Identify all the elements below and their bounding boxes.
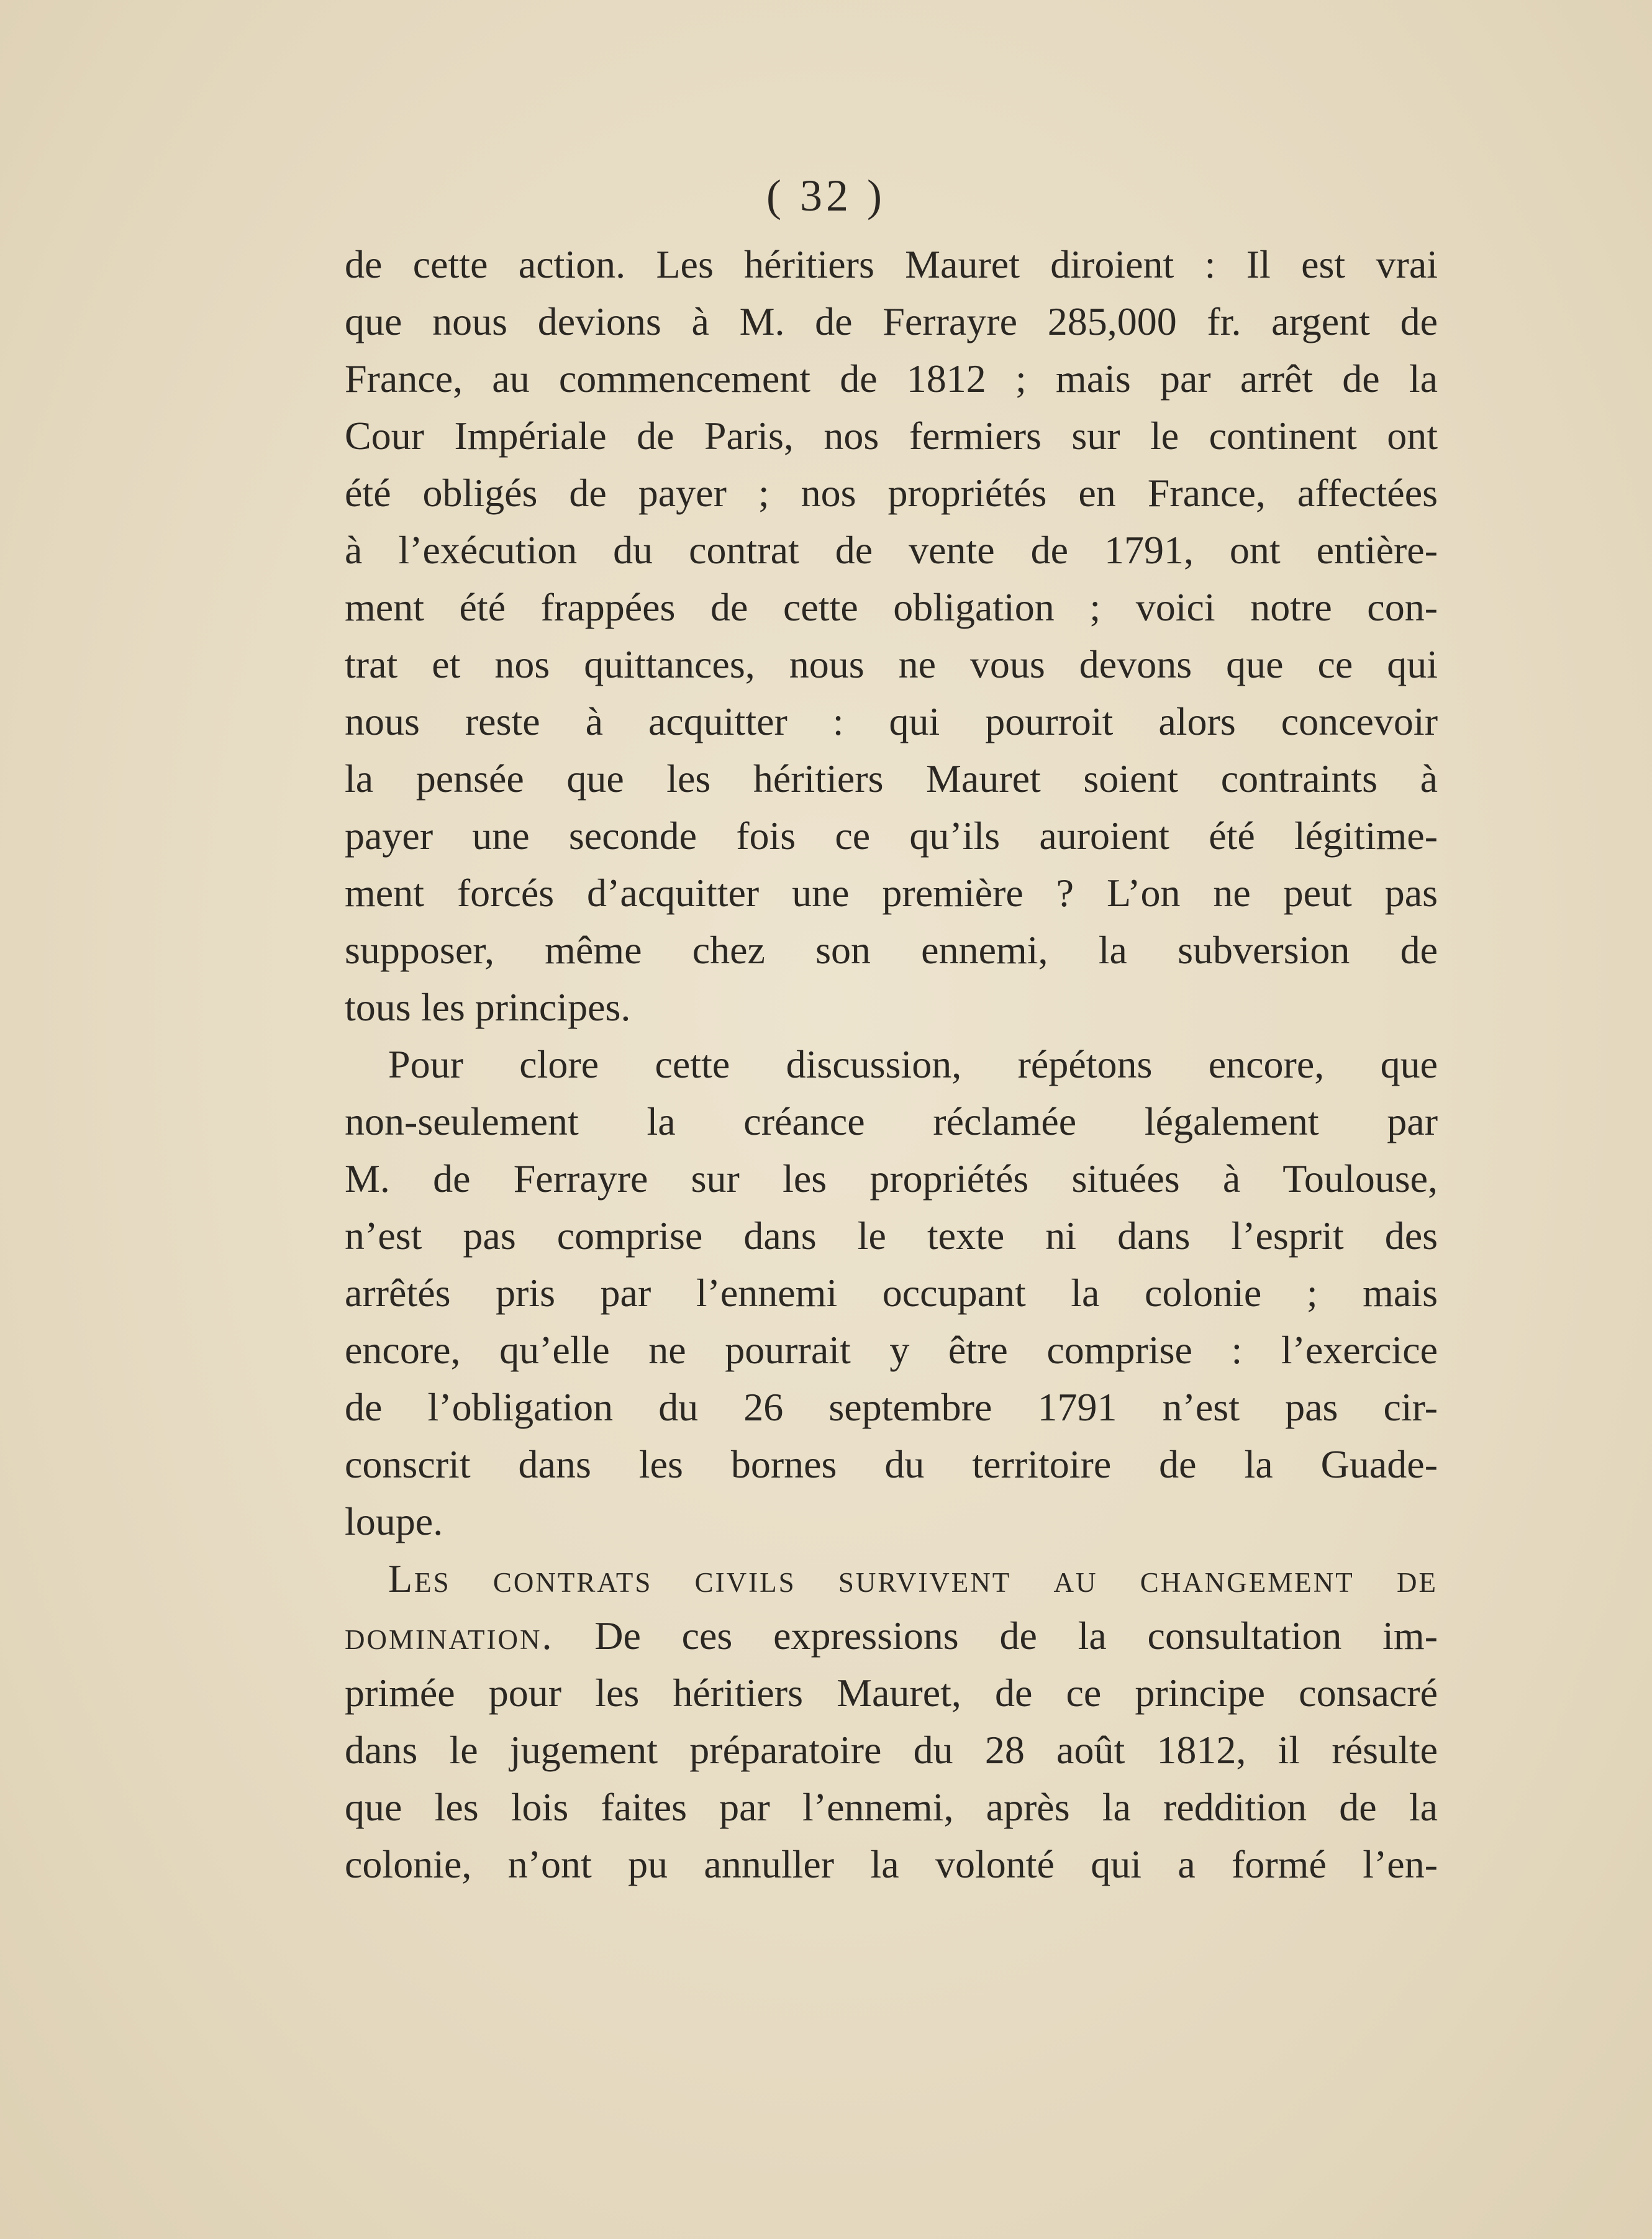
text-line: non-seulement la créance réclamée légalement par — [345, 1099, 1438, 1143]
paragraph-3 — [345, 1550, 1438, 1893]
page-number: ( 32 ) — [766, 171, 886, 220]
text-line: trat et nos quittances, nous ne vous devons que ce qui — [345, 642, 1438, 686]
text-line: nous reste à acquitter : qui pourroit alors concevoir — [345, 699, 1438, 743]
text-line: été obligés de payer ; nos propriétés en France, affectées — [345, 471, 1438, 515]
text-line: encore, qu’elle ne pourrait y être comprise : l’exercice — [345, 1328, 1438, 1372]
paragraph-1 — [345, 236, 1438, 1036]
text-line: ment été frappées de cette obligation ; voici notre con- — [345, 585, 1438, 629]
text-line: de l’obligation du 26 septembre 1791 n’est pas cir- — [345, 1385, 1438, 1429]
text-line: ment forcés d’acquitter une première ? L’on ne peut pas — [345, 871, 1438, 915]
text-line: tous les principes. — [345, 985, 631, 1029]
text-line: dans le jugement préparatoire du 28 août 1812, il résulte — [345, 1728, 1438, 1772]
text-line: colonie, n’ont pu annuller la volonté qui a formé l’en- — [345, 1842, 1438, 1886]
text-line: n’est pas comprise dans le texte ni dans l’esprit des — [345, 1214, 1438, 1258]
text-line: que nous devions à M. de Ferrayre 285,000 fr. argent de — [345, 299, 1438, 343]
section-heading-end: domination. — [345, 1614, 554, 1658]
text-line: M. de Ferrayre sur les propriétés situées à Toulouse, — [345, 1156, 1438, 1201]
text-line: arrêtés pris par l’ennemi occupant la colonie ; mais — [345, 1271, 1438, 1315]
text-line — [345, 1607, 1438, 1664]
text-line: à l’exécution du contrat de vente de 1791, ont entière- — [345, 528, 1438, 572]
text-line: conscrit dans les bornes du territoire de la Guade- — [345, 1442, 1438, 1486]
text-line-continuation: De ces expressions de la consultation im- — [594, 1614, 1438, 1658]
text-line: Pour clore cette discussion, répétons encore, que — [388, 1042, 1438, 1086]
section-heading — [345, 1550, 1438, 1607]
text-line: de cette action. Les héritiers Mauret diroient : Il est vrai — [345, 242, 1438, 286]
section-heading-text: Les contrats civils survivent au changement de — [388, 1556, 1438, 1601]
text-line: loupe. — [345, 1499, 443, 1543]
text-line: Cour Impériale de Paris, nos fermiers sur le continent ont — [345, 414, 1438, 458]
text-line: que les lois faites par l’ennemi, après la reddition de la — [345, 1785, 1438, 1829]
paragraph-2 — [345, 1036, 1438, 1550]
text-line: payer une seconde fois ce qu’ils auroient été légitime- — [345, 814, 1438, 858]
text-line: primée pour les héritiers Mauret, de ce principe consacré — [345, 1671, 1438, 1715]
text-line: la pensée que les héritiers Mauret soient contraints à — [345, 756, 1438, 801]
text-line: France, au commencement de 1812 ; mais par arrêt de la — [345, 357, 1438, 401]
text-line: supposer, même chez son ennemi, la subversion de — [345, 928, 1438, 972]
body-text — [345, 236, 1438, 1893]
